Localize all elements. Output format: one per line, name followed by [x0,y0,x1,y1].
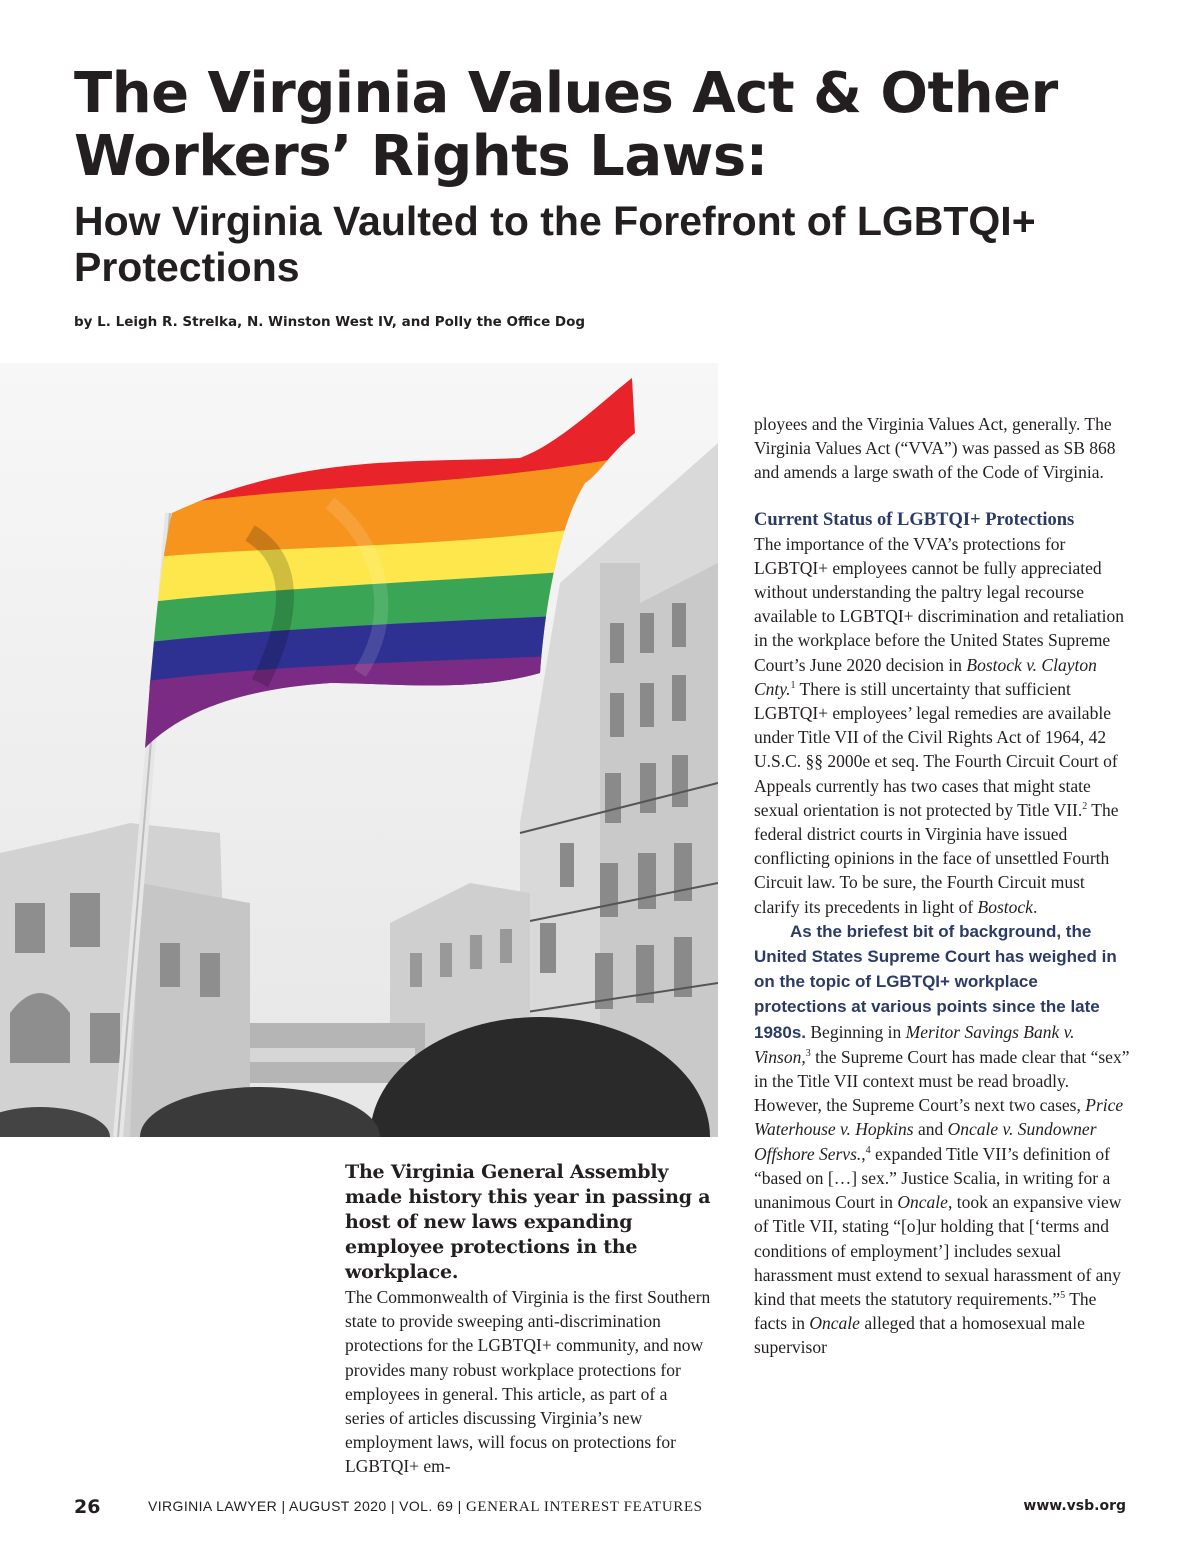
paragraph-continuation: ployees and the Virginia Values Act, generally. The Virginia Values Act (“VVA”) was passed as SB 868 and amends a large swath of the Code of Virginia. [754,414,1116,483]
article-subtitle: How Virginia Vaulted to the Forefront of LGBTQI+ Protections [74,198,1036,290]
section-heading: Current Status of LGBTQI+ Protections [754,509,1075,530]
footnote-ref: 1 [790,680,796,691]
case-citation: Bostock [977,896,1033,917]
article-byline: by L. Leigh R. Strelka, N. Winston West IV, and Polly the Office Dog [74,314,586,330]
intro-deck: The Virginia General Assembly made history this year in passing a host of new laws expanding employee protections in the workplace. [345,1161,711,1283]
website-link[interactable]: www.vsb.org [1023,1498,1126,1514]
case-citation: Oncale v. Sundowner Offshore Servs. [754,1119,1097,1164]
page-footer [0,1490,1200,1530]
footnote-ref: 4 [865,1144,871,1156]
footnote-ref: 5 [1060,1290,1066,1302]
section-name: GENERAL INTEREST FEATURES [465,1499,703,1515]
footnote-ref: 3 [805,1048,811,1060]
right-column-text [754,412,1130,1360]
publication-info: VIRGINIA LAWYER | AUGUST 2020 | VOL. 69 | [148,1498,466,1514]
rainbow-flag-photo [0,363,718,1137]
paragraph-background: As the briefest bit of background, the United States Supreme Court has weighed in on the topic of LGBTQI+ workplace protections at various points since the late 1980s. Beginning in Meritor Savings Bank v. Vinson,$^3$ the Supreme Court has made clear that “sex” in the Title VII context must be read broadly. However, the Supreme Court’s next two cases, Price Waterhouse v. Hopkins and Oncale v. Sundowner Offshore Servs.,$^4$ expanded Title VII’s definition of “based on […] sex.” Justice Scalia, in writing for a unanimous Court in Oncale, took an expansive view of Title VII, stating “[o]ur holding that [‘terms and conditions of employment’] includes sexual harassment must extend to sexual harassment of any kind that meets the statutory requirements.”$^5$ The facts in Oncale alleged that a homosexual male supervisor [754,921,1130,1358]
article-title: The Virginia Values Act & Other Workers’ Rights Laws: [74,61,1058,189]
case-citation: Meritor Savings Bank v. Vinson, [754,1021,1075,1067]
paragraph-intro-body: The Commonwealth of Virginia is the first Southern state to provide sweeping anti-discrimination protections for the LGBTQI+ community, and now provides many robust workplace protections for employees in general. This article, as part of a series of articles discussing Virginia’s new employment laws, will focus on protections for LGBTQI+ em- [345,1287,711,1477]
footnote-ref: 2 [1082,801,1088,813]
lead-in: As the briefest bit of background, the United States Supreme Court has weighed in on the topic of LGBTQI+ workplace protections at various points since the late 1980s. [754,921,1117,1042]
case-citation: Bostock v. Clayton Cnty. [754,654,1097,699]
middle-column-text [345,1160,711,1479]
paragraph-current-status: The importance of the VVA’s protections for LGBTQI+ employees cannot be fully appreciated without understanding the paltry legal recourse available to LGBTQI+ discrimination and retaliation in the workplace before the United States Supreme Court’s June 2020 decision in Bostock v. Clayton Cnty.$^1$ There is still uncertainty that sufficient LGBTQI+ employees’ legal remedies are available under Title VII of the Civil Rights Act of 1964, 42 U.S.C. §§ 2000e et seq. The Fourth Circuit Court of Appeals currently has two cases that might state sexual orientation is not protected by Title VII.$^2$ The federal district courts in Virginia have issued conflicting opinions in the face of unsettled Fourth Circuit law. To be sure, the Fourth Circuit must clarify its precedents in light of Bostock. [754,533,1124,917]
case-citation: Price Waterhouse v. Hopkins [754,1095,1124,1140]
case-citation: Oncale [809,1313,860,1334]
page-number: 26 [74,1496,101,1518]
case-citation: Oncale [897,1192,948,1213]
running-footer [148,1498,703,1516]
